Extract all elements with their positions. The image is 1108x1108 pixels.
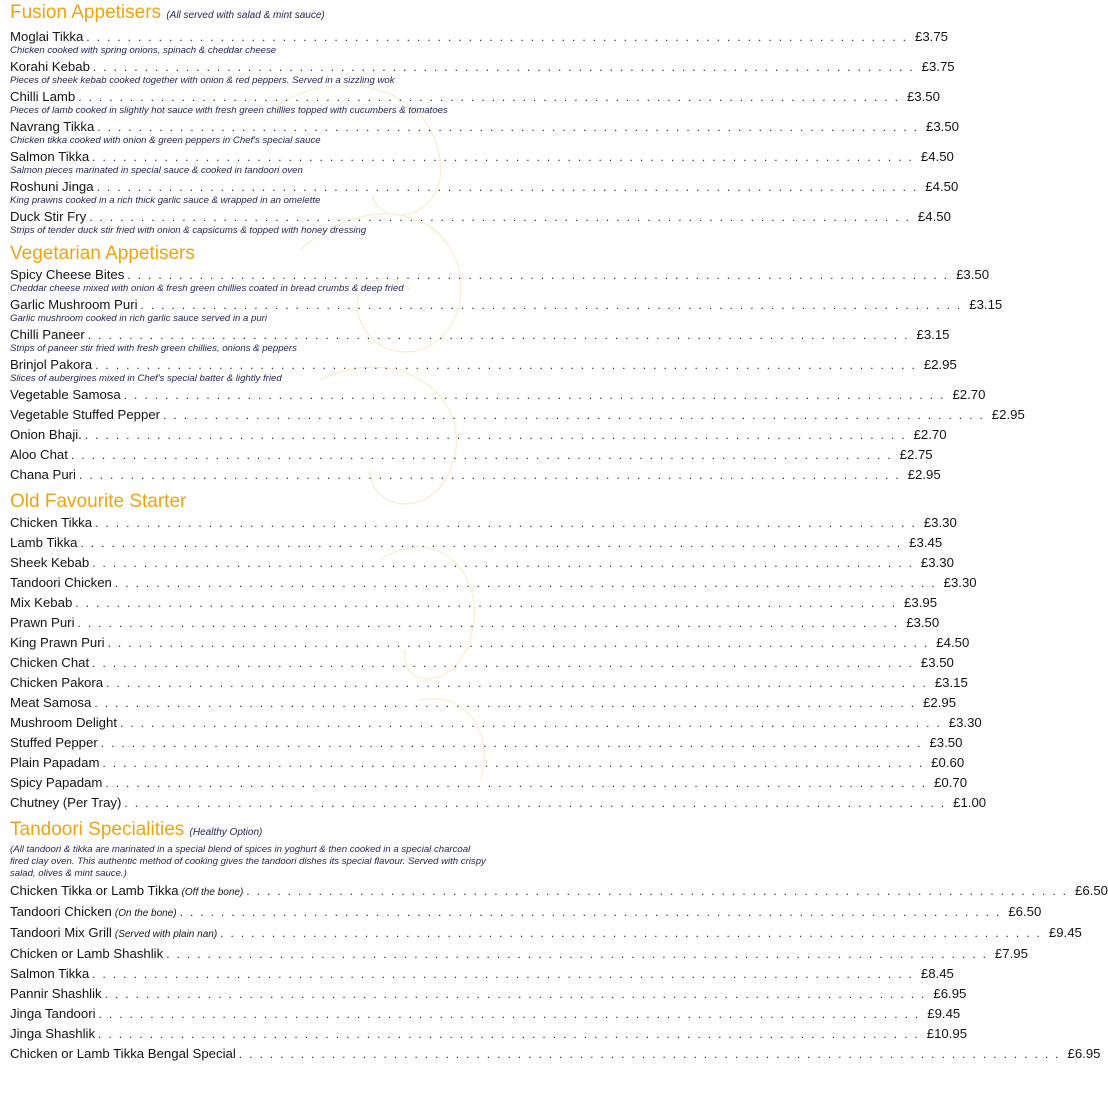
leader-dots: ................................................................................ (92, 60, 920, 74)
menu-item-name: Roshuni Jinga (10, 179, 94, 194)
menu-item (10, 445, 933, 465)
menu-item-name: Tandoori Chicken (10, 904, 112, 919)
menu-item-name: Chicken Tikka (10, 515, 93, 530)
menu-item-name: Salmon Tikka (10, 966, 90, 981)
menu-item (10, 593, 938, 613)
menu-item-price: £6.50 (1008, 904, 1042, 919)
menu-item-price: £3.30 (948, 715, 982, 730)
menu-item-name: Chutney (Per Tray) (10, 795, 122, 810)
menu-item-name: Tandoori Chicken (10, 575, 112, 590)
menu-item-description: Chicken cooked with spring onions, spinach & cheddar cheese (10, 45, 277, 56)
menu-item-description: Salmon pieces marinated in special sauce & cooked in tandoori oven (10, 165, 303, 176)
menu-item (10, 513, 957, 533)
menu-item (10, 355, 957, 375)
menu-item (10, 923, 1082, 944)
leader-dots: ................................................................................ (80, 536, 908, 550)
menu-item-price: £6.95 (1067, 1046, 1101, 1061)
leader-dots: ................................................................................ (127, 268, 955, 282)
menu-item (10, 881, 1108, 902)
menu-item-name: Navrang Tikka (10, 119, 95, 134)
menu-item-price: £3.30 (923, 515, 957, 530)
menu-item-description: Slices of aubergines mixed in Chef's special batter & lightly fried (10, 373, 282, 384)
menu-item (10, 325, 950, 345)
menu-item (10, 27, 949, 47)
leader-dots: ................................................................................ (86, 30, 914, 44)
menu-item-name: Jinga Shashlik (10, 1026, 96, 1041)
menu-item (10, 773, 968, 793)
menu-item-price: £1.00 (953, 795, 987, 810)
menu-item (10, 265, 990, 285)
menu-item (10, 713, 982, 733)
menu-item (10, 633, 970, 653)
leader-dots: ................................................................................ (106, 676, 933, 690)
menu-item-price: £9.45 (1048, 925, 1082, 940)
leader-dots: ................................................................................ (238, 1047, 1066, 1061)
menu-item-price: £3.50 (906, 615, 940, 630)
leader-dots: ................................................................................ (114, 576, 942, 590)
menu-item (10, 733, 963, 753)
menu-item (10, 295, 1003, 315)
section-title (10, 243, 486, 265)
menu-item-description: Strips of paneer stir fried with fresh green chillies, onions & peppers (10, 343, 297, 354)
menu-item-price: £3.30 (943, 575, 977, 590)
menu-item-price: £6.95 (933, 986, 967, 1001)
menu-item-name: King Prawn Puri (10, 635, 105, 650)
menu-item-name: Spicy Papadam (10, 775, 103, 790)
menu-item-price: £2.70 (952, 387, 986, 402)
leader-dots: ................................................................................ (78, 468, 906, 482)
menu-item-name: Tandoori Mix Grill (10, 925, 112, 940)
menu-item (10, 385, 986, 405)
menu-item (10, 147, 954, 167)
section-title (10, 2, 486, 27)
menu-item (10, 207, 951, 227)
menu-item-price: £2.95 (907, 467, 941, 482)
leader-dots: ................................................................................ (78, 90, 905, 104)
menu-item-price: £2.95 (991, 407, 1025, 422)
menu-item (10, 653, 954, 673)
menu-item-description: Pieces of lamb cooked in slightly hot sauce with fresh green chillies topped with cucumbers & tomatoes (10, 105, 448, 116)
menu-item-name: Prawn Puri (10, 615, 75, 630)
section-note: (Healthy Option) (189, 827, 263, 838)
menu-item (10, 1024, 968, 1044)
leader-dots: ................................................................................ (96, 180, 924, 194)
leader-dots: ................................................................................ (98, 1007, 926, 1021)
leader-dots: ................................................................................ (70, 448, 898, 462)
menu-item-name: Aloo Chat (10, 447, 68, 462)
menu-item (10, 87, 940, 107)
leader-dots: ................................................................................ (102, 756, 930, 770)
leader-dots: ................................................................................ (140, 298, 968, 312)
menu-item-price: £3.50 (920, 655, 954, 670)
menu-item-name: Moglai Tikka (10, 29, 84, 44)
menu-item-description: Strips of tender duck stir fried with onion & capsicums & topped with honey dressing (10, 225, 367, 236)
leader-dots: ................................................................................ (75, 596, 903, 610)
menu-item-note: (Off the bone) (181, 887, 244, 898)
menu-item-price: £4.50 (936, 635, 970, 650)
menu-item-price: £10.95 (926, 1026, 968, 1041)
menu-item-description: Pieces of sheek kebab cooked together with onion & red peppers. Served in a sizzling wok (10, 75, 395, 86)
menu-item-name: Chilli Paneer (10, 327, 85, 342)
menu-item-name: Chana Puri (10, 467, 76, 482)
menu-item-note: (On the bone) (114, 908, 177, 919)
menu-item-name: Chilli Lamb (10, 89, 76, 104)
menu-item-price: £3.45 (909, 535, 943, 550)
menu-item (10, 533, 943, 553)
leader-dots: ................................................................................ (104, 987, 932, 1001)
menu-item-price: £3.50 (926, 119, 960, 134)
menu-item-price: £3.15 (916, 327, 950, 342)
menu-item-price: £7.95 (994, 946, 1028, 961)
leader-dots: ................................................................................ (123, 388, 951, 402)
menu-item (10, 693, 957, 713)
menu-item (10, 177, 959, 197)
menu-item-name: Chicken or Lamb Shashlik (10, 946, 164, 961)
menu-item-description: Cheddar cheese mixed with onion & fresh green chillies coated in bread crumbs & deep fried (10, 283, 404, 294)
menu-item (10, 984, 967, 1004)
menu-item-price: £6.50 (1075, 883, 1108, 898)
menu-item-name: Chicken Pakora (10, 675, 104, 690)
menu-item (10, 553, 954, 573)
menu-item-name: Onion Bhaji. (10, 427, 82, 442)
menu-item-price: £3.95 (904, 595, 938, 610)
menu-item-description: King prawns cooked in a rich thick garlic sauce & wrapped in an omelette (10, 195, 321, 206)
menu-item (10, 902, 1042, 923)
leader-dots: ................................................................................ (220, 926, 1047, 940)
menu-item-price: £2.70 (913, 427, 947, 442)
menu-item-name: Mushroom Delight (10, 715, 118, 730)
leader-dots: ................................................................................ (92, 556, 919, 570)
menu-item (10, 1004, 961, 1024)
menu-item-description: Garlic mushroom cooked in rich garlic sauce served in a puri (10, 313, 268, 324)
menu-item (10, 673, 968, 693)
menu-item-name: Brinjol Pakora (10, 357, 93, 372)
menu-item-price: £3.75 (915, 29, 949, 44)
section-title-text: Tandoori Specialities (10, 819, 185, 840)
menu-item-name: Chicken Chat (10, 655, 90, 670)
menu-item (10, 793, 987, 813)
leader-dots: ................................................................................ (89, 210, 916, 224)
menu-item-price: £3.15 (934, 675, 968, 690)
menu-item (10, 465, 941, 485)
menu-item-name: Chicken Tikka or Lamb Tikka (10, 883, 179, 898)
leader-dots: ................................................................................ (120, 716, 947, 730)
leader-dots: ................................................................................ (107, 636, 935, 650)
menu-item-price: £3.15 (969, 297, 1003, 312)
menu-item-price: £4.50 (920, 149, 954, 164)
menu-item (10, 57, 955, 77)
leader-dots: ................................................................................ (92, 150, 919, 164)
section-description: (All tandoori & tikka are marinated in a special blend of spices in yoghurt & then cooked in a special charcoal fired clay oven. This authentic method of cooking gives the tandoori dishes its special flavour. Served with crispy salad, olives & mint sauce.) (10, 844, 486, 879)
leader-dots: ................................................................................ (77, 616, 905, 630)
menu-item-name: Mix Kebab (10, 595, 73, 610)
menu (10, 0, 1108, 1064)
menu-item (10, 944, 1028, 964)
leader-dots: ................................................................................ (105, 776, 933, 790)
leader-dots: ................................................................................ (246, 884, 1073, 898)
leader-dots: ................................................................................ (179, 905, 1007, 919)
menu-item-note: (Served with plain nan) (114, 929, 218, 940)
menu-item-name: Meat Samosa (10, 695, 92, 710)
menu-item-name: Lamb Tikka (10, 535, 78, 550)
menu-item-price: £2.95 (923, 695, 957, 710)
menu-item-name: Sheek Kebab (10, 555, 90, 570)
leader-dots: ................................................................................ (124, 796, 952, 810)
menu-item-name: Vegetable Samosa (10, 387, 121, 402)
leader-dots: ................................................................................ (163, 408, 990, 422)
leader-dots: ................................................................................ (92, 656, 919, 670)
section-title (10, 819, 486, 844)
menu-item-price: £2.75 (899, 447, 933, 462)
menu-item-price: £0.60 (931, 755, 965, 770)
menu-item-name: Plain Papadam (10, 755, 100, 770)
leader-dots: ................................................................................ (92, 967, 919, 981)
leader-dots: ................................................................................ (87, 328, 915, 342)
menu-item-price: £9.45 (927, 1006, 961, 1021)
leader-dots: ................................................................................ (100, 736, 928, 750)
menu-item-price: £3.50 (956, 267, 990, 282)
menu-item-name: Garlic Mushroom Puri (10, 297, 138, 312)
menu-item (10, 613, 940, 633)
section-title (10, 491, 486, 513)
leader-dots: ................................................................................ (166, 947, 993, 961)
menu-item-price: £3.75 (921, 59, 955, 74)
leader-dots: ................................................................................ (98, 1027, 925, 1041)
menu-item-name: Spicy Cheese Bites (10, 267, 125, 282)
menu-item-name: Pannir Shashlik (10, 986, 102, 1001)
menu-item-name: Duck Stir Fry (10, 209, 87, 224)
menu-item (10, 753, 965, 773)
menu-item-price: £3.30 (920, 555, 954, 570)
menu-item-price: £3.50 (906, 89, 940, 104)
menu-item-name: Chicken or Lamb Tikka Bengal Special (10, 1046, 236, 1061)
menu-item (10, 573, 977, 593)
section-title-text: Vegetarian Appetisers (10, 243, 195, 264)
menu-item-price: £8.45 (920, 966, 954, 981)
leader-dots: ................................................................................ (97, 120, 925, 134)
menu-item-price: £4.50 (925, 179, 959, 194)
section-title-text: Fusion Appetisers (10, 2, 162, 23)
leader-dots: ................................................................................ (94, 696, 922, 710)
menu-item-name: Korahi Kebab (10, 59, 90, 74)
menu-item-name: Jinga Tandoori (10, 1006, 96, 1021)
menu-item (10, 405, 1025, 425)
leader-dots: ................................................................................ (95, 516, 922, 530)
menu-item-name: Vegetable Stuffed Pepper (10, 407, 161, 422)
section-note: (All served with salad & mint sauce) (166, 10, 325, 21)
menu-item-name: Salmon Tikka (10, 149, 90, 164)
leader-dots: ................................................................................ (95, 358, 922, 372)
menu-item-price: £4.50 (917, 209, 951, 224)
menu-item-name: Stuffed Pepper (10, 735, 98, 750)
menu-item-price: £3.50 (929, 735, 963, 750)
section-title-text: Old Favourite Starter (10, 491, 187, 512)
menu-item-price: £2.95 (923, 357, 957, 372)
leader-dots: ................................................................................ (84, 428, 912, 442)
menu-item (10, 964, 954, 984)
menu-item-price: £0.70 (934, 775, 968, 790)
menu-item (10, 117, 960, 137)
menu-item (10, 425, 947, 445)
menu-item (10, 1044, 1101, 1064)
menu-item-description: Chicken tikka cooked with onion & green peppers in Chef's special sauce (10, 135, 321, 146)
